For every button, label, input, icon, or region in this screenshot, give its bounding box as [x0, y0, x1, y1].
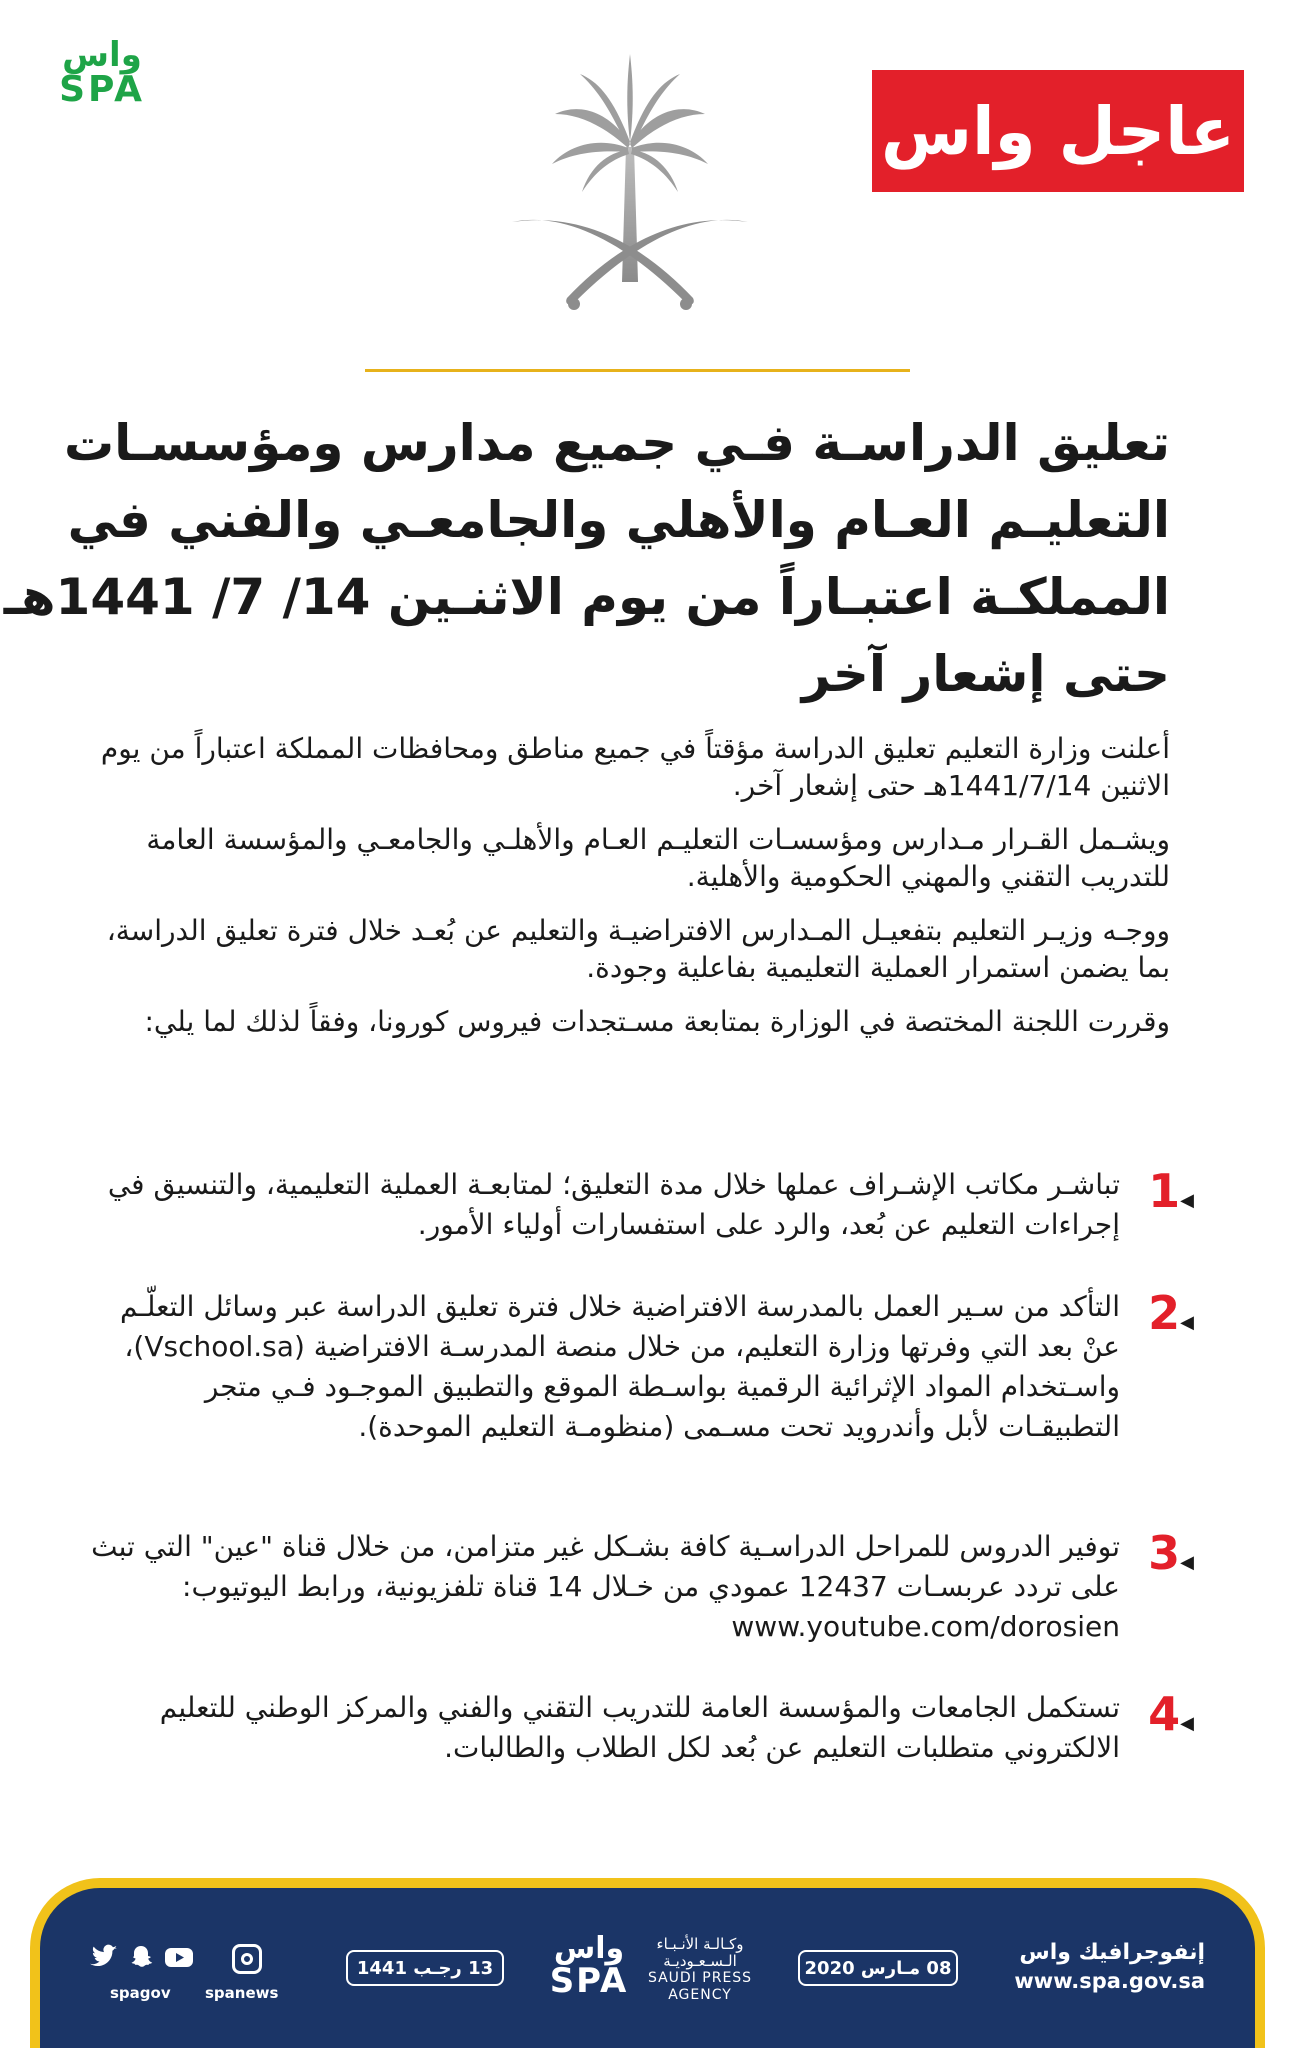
paragraph: ويشـمل القـرار مـدارس ومؤسسـات التعليـم العـام والأهلـي والجامعـي والمؤسسة العامة للتدريب التقني والمهني الحكومية والأهلية.: [146, 823, 1170, 893]
headline: [3, 405, 1170, 713]
item-text: تباشـر مكاتب الإشـراف عملها خلال مدة التعليق؛ لمتابعـة العملية التعليمية، والتنسيق في إجراءات التعليم عن بُعد، والرد على استفسارات أولياء الأمور.: [107, 1168, 1120, 1241]
website-link[interactable]: www.spa.gov.sa: [1014, 1969, 1205, 1993]
footer-logo-english: SPA: [549, 1961, 629, 2001]
headline-line: حتى إشعار آخر: [801, 645, 1170, 703]
item-number-value: 4: [1148, 1687, 1181, 1741]
spa-logo-english: SPA: [59, 69, 145, 110]
social-icons: [88, 1944, 194, 1970]
item-number-value: 1: [1148, 1164, 1181, 1218]
item-number-value: 2: [1148, 1286, 1181, 1340]
urgent-banner: عاجل واس: [872, 70, 1244, 192]
item-number: [1120, 1527, 1200, 1647]
handle-spanews[interactable]: spanews: [205, 1984, 279, 2002]
body-text: [100, 730, 1170, 1057]
footer-logo-arabic: واس: [553, 1931, 625, 1966]
paragraph: ووجـه وزيـر التعليم بتفعيـل المـدارس الافتراضيـة والتعليم عن بُعـد خلال فترة تعليق الدراسة، بما يضمن استمرار العملية التعليمية بفاعلية وجودة.: [106, 914, 1170, 984]
snapchat-icon[interactable]: [126, 1944, 156, 1970]
headline-line: تعليق الدراسـة فـي جميع مدارس ومؤسسـات: [63, 414, 1170, 472]
spa-logo-arabic: واس: [62, 35, 142, 75]
item-text: تستكمل الجامعات والمؤسسة العامة للتدريب التقني والفني والمركز الوطني للتعليم الالكتروني متطلبات التعليم عن بُعد لكل الطلاب والطالبات.: [159, 1691, 1120, 1764]
triangle-bullet-icon: ◀: [1180, 1312, 1194, 1333]
list-item: [80, 1165, 1200, 1245]
list-item: [80, 1688, 1200, 1768]
item-text: التأكد من سـير العمل بالمدرسة الافتراضية خلال فترة تعليق الدراسة عبر وسائل التعلّـم عنْ بعد التي وفرتها وزارة التعليم، من خلال منصة المدرسـة الافتراضية (Vschool.sa)، واسـتخدام المواد الإثرائية الرقمية بواسـطة الموقع والتطبيق الموجـود فـي متجر التطبيقـات لأبل وأندرويد تحت مسـمى (منظومـة التعليم الموحدة).: [120, 1290, 1120, 1443]
item-text: توفير الدروس للمراحل الدراسـية كافة بشـكل غير متزامن، من خلال قناة "عين" التي تبث على تردد عربسـات 12437 عمودي من خـلال 14 قناة تلفزيونية، ورابط اليوتيوب: www.youtube.com/dorosien: [91, 1530, 1120, 1643]
infographic-label: إنفوجرافيك واس: [1019, 1940, 1205, 1965]
footer: [0, 1878, 1295, 2048]
spa-logo-footer: [545, 1931, 760, 2014]
gold-divider: [365, 369, 910, 372]
item-number: [1120, 1688, 1200, 1768]
youtube-icon[interactable]: [164, 1944, 194, 1970]
triangle-bullet-icon: ◀: [1180, 1713, 1194, 1734]
footer-branding: [1000, 1940, 1205, 1993]
item-number-value: 3: [1148, 1526, 1181, 1580]
headline-line: المملكـة اعتبـاراً من يوم الاثنـين 14/ 7/ 1441هـ: [3, 568, 1170, 626]
item-number: [1120, 1287, 1200, 1447]
triangle-bullet-icon: ◀: [1180, 1552, 1194, 1573]
agency-name-en: AGENCY: [668, 1987, 732, 2003]
item-number: [1120, 1165, 1200, 1245]
paragraph: وقررت اللجنة المختصة في الوزارة بمتابعة مسـتجدات فيروس كورونا، وفقاً لذلك لما يلي:: [144, 1005, 1170, 1038]
triangle-bullet-icon: ◀: [1180, 1190, 1194, 1211]
agency-name-ar: وكـالـة الأنـبـاء: [656, 1935, 744, 1953]
list-item: [80, 1287, 1200, 1447]
headline-line: التعليـم العـام والأهلي والجامعـي والفني في: [67, 491, 1170, 549]
agency-name-en: SAUDI PRESS: [647, 1970, 753, 1986]
twitter-icon[interactable]: [88, 1944, 118, 1970]
agency-name-ar: الـسـعـوديـة: [663, 1952, 737, 1970]
spa-logo-top: [52, 35, 152, 110]
hijri-date: 13 رجـب 1441: [346, 1950, 504, 1986]
paragraph: أعلنت وزارة التعليم تعليق الدراسة مؤقتاً في جميع مناطق ومحافظات المملكة اعتباراً من يوم الاثنين 1441/7/14هـ حتى إشعار آخر.: [100, 732, 1170, 802]
handle-spagov[interactable]: spagov: [110, 1984, 171, 2002]
instagram-icon[interactable]: [232, 1944, 262, 1974]
list-item: [80, 1527, 1200, 1647]
saudi-emblem-icon: [500, 52, 760, 332]
gregorian-date: 08 مـارس 2020: [798, 1950, 958, 1986]
